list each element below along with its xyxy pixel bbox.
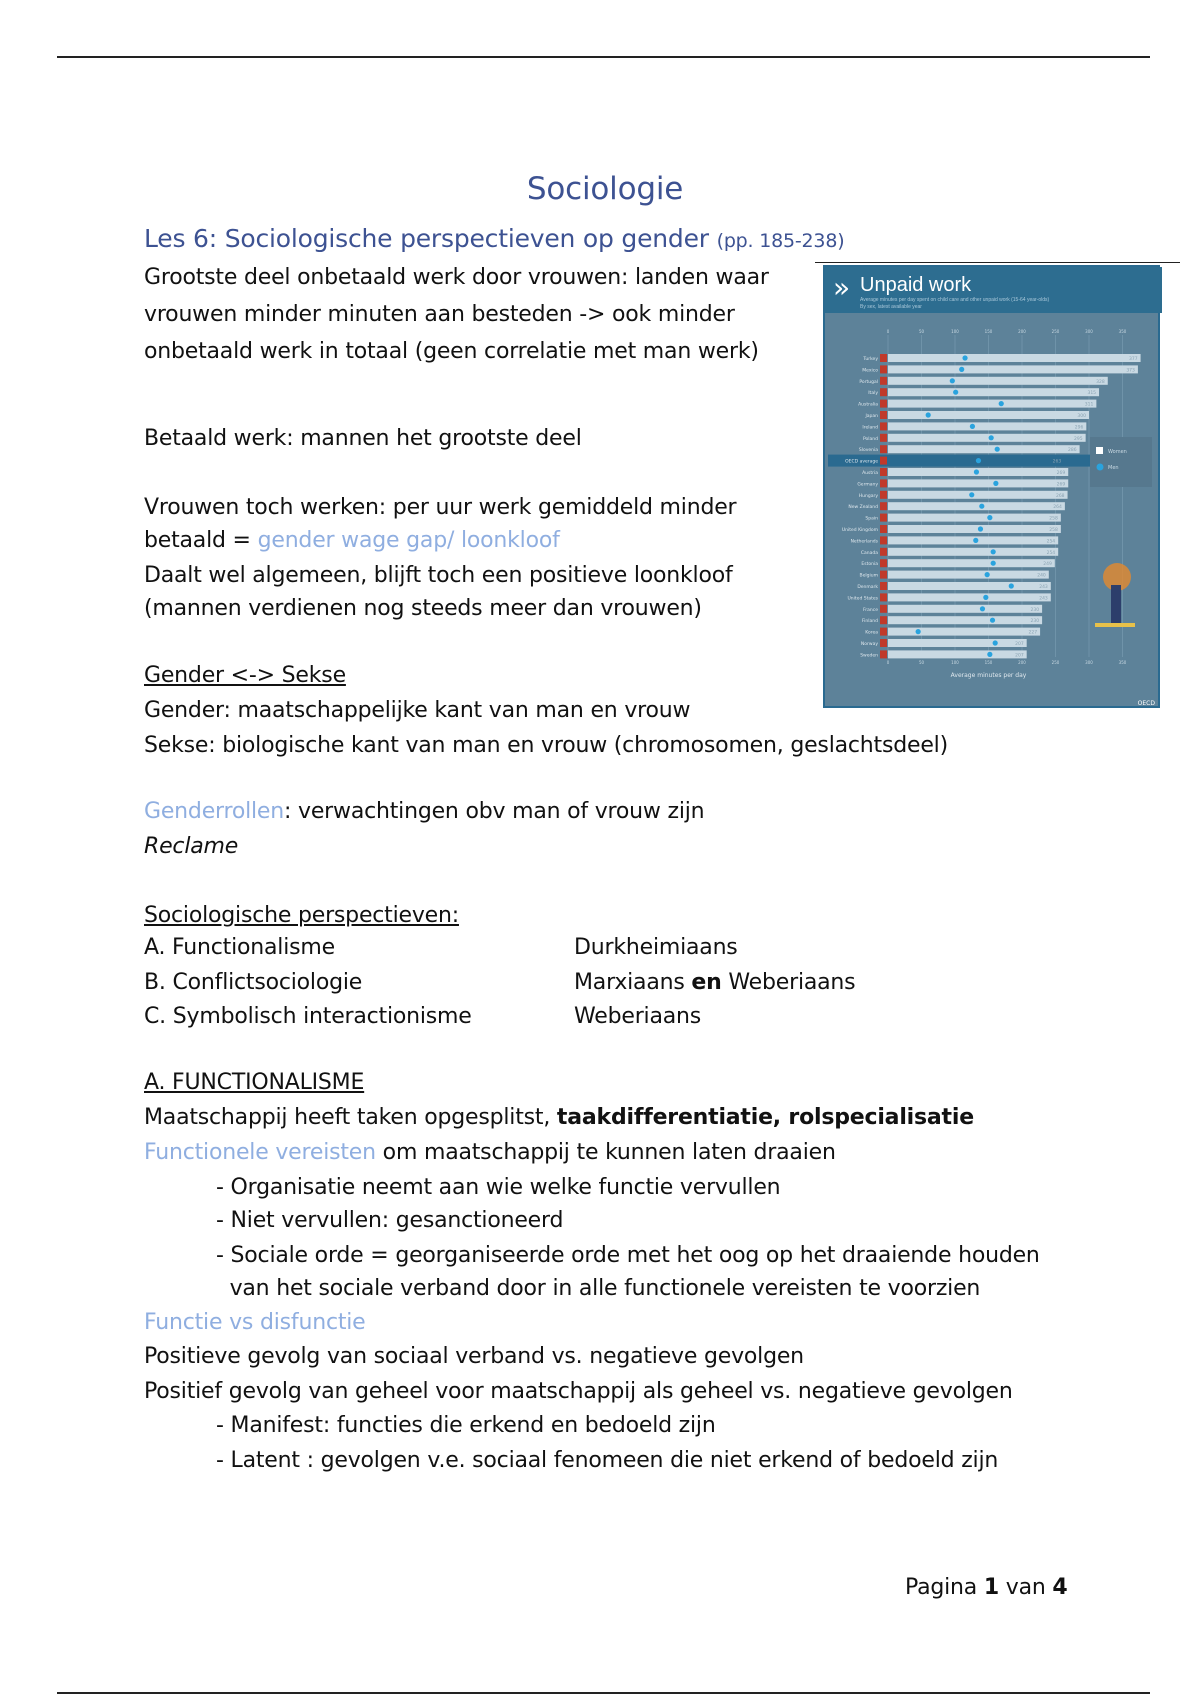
paragraph-line: Reclame bbox=[144, 834, 239, 859]
unpaid-work-chart-image bbox=[823, 265, 1160, 708]
country-flag-icon bbox=[880, 593, 887, 601]
chart-tick-label: 150 bbox=[984, 660, 993, 665]
chart-bar-value: 243 bbox=[1039, 585, 1048, 590]
chart-bar-women bbox=[888, 616, 1042, 624]
chart-tick-label: 0 bbox=[886, 660, 890, 665]
chart-bar-value: 258 bbox=[1049, 516, 1058, 522]
chart-category-label: United States bbox=[847, 596, 878, 602]
heading-rule bbox=[815, 262, 1180, 263]
chart-bar-value: 286 bbox=[1068, 448, 1077, 454]
text: : verwachtingen obv man of vrouw zijn bbox=[284, 799, 705, 824]
chart-dot-men bbox=[991, 549, 996, 554]
paragraph-line: Positieve gevolg van sociaal verband vs. negatieve gevolgen bbox=[144, 1344, 804, 1369]
page-total: 4 bbox=[1052, 1575, 1068, 1600]
chart-tick-label: 250 bbox=[1051, 329, 1060, 334]
chart-tick-label: 50 bbox=[918, 660, 925, 665]
country-flag-icon bbox=[880, 605, 887, 613]
lesson-heading bbox=[144, 224, 844, 256]
chart-tick-label: 150 bbox=[984, 329, 993, 334]
text: Pagina bbox=[905, 1575, 984, 1600]
text: Maatschappij heeft taken opgesplitst, bbox=[144, 1105, 557, 1130]
chart-category-label: Hungary bbox=[858, 493, 878, 499]
chart-bar-women bbox=[888, 400, 1096, 408]
chart-category-label: Estonia bbox=[861, 562, 878, 568]
chart-x-label: Average minutes per day bbox=[950, 672, 1027, 679]
chart-dot-men bbox=[989, 435, 994, 440]
chart-tick-label: 300 bbox=[1085, 660, 1093, 665]
chart-category-label: Poland bbox=[862, 436, 878, 442]
chart-category-label: Belgium bbox=[859, 573, 878, 579]
chart-tick-label: 350 bbox=[1118, 660, 1127, 665]
chart-bar-women bbox=[888, 377, 1108, 385]
chart-category-label: Mexico bbox=[862, 368, 878, 374]
chart-dot-men bbox=[950, 378, 955, 383]
chart-bar-value: 230 bbox=[1030, 619, 1040, 625]
chart-category-label: Austria bbox=[862, 471, 878, 476]
paragraph-line bbox=[144, 797, 704, 827]
chart-bar-value: 315 bbox=[1087, 391, 1097, 397]
text: Functie bbox=[144, 1310, 223, 1335]
chart-tick-label: 200 bbox=[1018, 660, 1026, 665]
legend-label-women: Women bbox=[1108, 449, 1127, 455]
chart-bar-value: 373 bbox=[1126, 368, 1135, 374]
chart-category-label: France bbox=[863, 607, 878, 613]
chart-dot-men bbox=[926, 412, 931, 417]
illustration-base bbox=[1095, 623, 1135, 627]
chart-subtitle-2: By sex, latest available year bbox=[860, 304, 922, 310]
chart-bar-women bbox=[888, 445, 1080, 453]
paragraph-line: Positief gevolg van geheel voor maatschappij als geheel vs. negatieve gevolgen bbox=[144, 1379, 1013, 1404]
paragraph-line: vrouwen minder minuten aan besteden -> ook minder bbox=[144, 302, 735, 327]
country-flag-icon bbox=[880, 468, 887, 476]
country-flag-icon bbox=[880, 548, 887, 556]
chart-category-label: Italy bbox=[868, 391, 878, 397]
chart-dot-men bbox=[959, 367, 964, 372]
chart-source-logo: OECD bbox=[1137, 700, 1155, 707]
text: en bbox=[691, 970, 722, 995]
page-title: Sociologie bbox=[526, 171, 684, 207]
paragraph-line: Vrouwen toch werken: per uur werk gemiddeld minder bbox=[144, 495, 737, 520]
country-flag-icon bbox=[880, 457, 887, 465]
section-heading-perspectives: Sociologische perspectieven: bbox=[144, 903, 459, 928]
chart-category-label: United Kingdom bbox=[841, 528, 878, 533]
bullet-item: van het sociale verband door in alle functionele vereisten te voorzien bbox=[216, 1276, 981, 1301]
country-flag-icon bbox=[880, 639, 887, 647]
term-genderrollen: Genderrollen bbox=[144, 799, 285, 824]
chart-bar-women bbox=[888, 514, 1061, 522]
chart-dot-men bbox=[953, 390, 958, 395]
bullet-item: - Organisatie neemt aan wie welke functie vervullen bbox=[216, 1175, 781, 1200]
chart-bar-women bbox=[888, 434, 1086, 442]
chart-bar-value: 230 bbox=[1030, 607, 1040, 613]
chart-category-label: Ireland bbox=[862, 425, 878, 431]
country-flag-icon bbox=[880, 445, 887, 453]
country-flag-icon bbox=[880, 616, 887, 624]
paragraph-line: Grootste deel onbetaald werk door vrouwen: landen waar bbox=[144, 265, 769, 290]
country-flag-icon bbox=[880, 400, 887, 408]
term-functionele-vereisten: Functionele vereisten bbox=[144, 1140, 376, 1165]
chart-tick-label: 100 bbox=[951, 329, 959, 334]
chart-dot-men bbox=[979, 504, 984, 509]
paragraph-line bbox=[144, 1138, 836, 1168]
chart-category-label: Denmark bbox=[857, 585, 878, 590]
chart-category-label: Spain bbox=[865, 516, 878, 522]
legend-swatch-women bbox=[1096, 447, 1103, 454]
chart-dot-men bbox=[987, 652, 992, 657]
paragraph-line: Betaald werk: mannen het grootste deel bbox=[144, 426, 582, 451]
chart-bar-women bbox=[888, 548, 1058, 556]
chart-category-label: Germany bbox=[857, 482, 878, 488]
text: taakdifferentiatie, rolspecialisatie bbox=[556, 1105, 974, 1130]
chart-bar-women bbox=[888, 559, 1055, 567]
top-rule bbox=[57, 56, 1150, 58]
chart-dot-men bbox=[999, 401, 1004, 406]
legend-label-men: Men bbox=[1108, 465, 1119, 471]
chart-tick-label: 300 bbox=[1085, 329, 1093, 334]
page-number: 1 bbox=[983, 1575, 999, 1600]
term-wage-gap: gender wage gap/ loonkloof bbox=[257, 528, 560, 553]
chart-title: Unpaid work bbox=[860, 274, 972, 296]
paragraph-line: onbetaald werk in totaal (geen correlatie met man werk) bbox=[144, 339, 759, 364]
country-flag-icon bbox=[880, 559, 887, 567]
chart-dot-men bbox=[993, 481, 998, 486]
chart-bar-women bbox=[888, 582, 1051, 590]
country-flag-icon bbox=[880, 536, 887, 544]
chart-tick-label: 100 bbox=[951, 660, 959, 665]
chart-category-label: Finland bbox=[861, 619, 878, 625]
country-flag-icon bbox=[880, 422, 887, 430]
chart-bar-value: 264 bbox=[1053, 505, 1062, 511]
chart-bar-women bbox=[888, 491, 1068, 499]
chart-bar-women bbox=[888, 479, 1068, 487]
chart-dot-men bbox=[970, 424, 975, 429]
paragraph-line: Daalt wel algemeen, blijft toch een positieve loonkloof bbox=[144, 563, 733, 588]
chart-bar-value: 254 bbox=[1046, 550, 1056, 556]
term-functie-disfunctie bbox=[144, 1308, 366, 1338]
bullet-item: - Manifest: functies die erkend en bedoeld zijn bbox=[216, 1413, 716, 1438]
chart-bar-women bbox=[888, 388, 1099, 396]
chart-bar-value: 243 bbox=[1039, 596, 1048, 602]
lesson-title: Les 6: Sociologische perspectieven op gender bbox=[144, 224, 709, 253]
illustration-figure bbox=[1111, 585, 1121, 625]
text: Marxiaans bbox=[574, 970, 692, 995]
bullet-item: - Sociale orde = georganiseerde orde met het oog op het draaiende houden bbox=[216, 1243, 1040, 1268]
chart-bar-value: 296 bbox=[1074, 425, 1084, 431]
chart-dot-men bbox=[969, 492, 974, 497]
country-flag-icon bbox=[880, 650, 887, 658]
chart-svg bbox=[825, 267, 1162, 710]
chart-bar-value: 254 bbox=[1046, 539, 1056, 545]
chart-bar-value: 311 bbox=[1084, 402, 1094, 408]
chart-category-label: Netherlands bbox=[850, 539, 878, 545]
country-flag-icon bbox=[880, 491, 887, 499]
chart-subtitle: Average minutes per day spent on child care and other unpaid work (15-64 year-olds) bbox=[860, 297, 1050, 303]
bottom-rule bbox=[57, 1692, 1150, 1694]
perspective-name: A. Functionalisme bbox=[144, 935, 335, 960]
chart-dot-men bbox=[978, 526, 983, 531]
chart-category-label: New Zealand bbox=[848, 505, 878, 511]
chart-category-label: Slovenia bbox=[858, 448, 878, 454]
chart-category-label: Australia bbox=[858, 402, 878, 408]
page-footer bbox=[905, 1573, 1068, 1603]
chart-dot-men bbox=[973, 538, 978, 543]
country-flag-icon bbox=[880, 582, 887, 590]
chart-tick-label: 200 bbox=[1018, 329, 1026, 334]
chart-bar-women bbox=[888, 525, 1061, 533]
chart-dot-men bbox=[983, 595, 988, 600]
chart-bar-value: 258 bbox=[1049, 528, 1058, 533]
chart-dot-men bbox=[985, 572, 990, 577]
country-flag-icon bbox=[880, 388, 887, 396]
chart-bar-value: 240 bbox=[1037, 573, 1046, 579]
bullet-item: - Niet vervullen: gesanctioneerd bbox=[216, 1208, 564, 1233]
text: vs disfunctie bbox=[222, 1310, 366, 1335]
section-heading-gender: Gender <-> Sekse bbox=[144, 663, 346, 688]
chart-dot-men bbox=[991, 561, 996, 566]
perspective-tradition: Weberiaans bbox=[574, 1004, 702, 1029]
chart-bar-women bbox=[888, 593, 1051, 601]
paragraph-line: Gender: maatschappelijke kant van man en vrouw bbox=[144, 698, 691, 723]
country-flag-icon bbox=[880, 514, 887, 522]
chart-logo-icon: » bbox=[833, 271, 851, 304]
chart-category-label: Turkey bbox=[863, 357, 878, 362]
perspective-name: C. Symbolisch interactionisme bbox=[144, 1004, 472, 1029]
legend-swatch-men bbox=[1097, 464, 1104, 471]
perspective-tradition: Durkheimiaans bbox=[574, 935, 738, 960]
country-flag-icon bbox=[880, 525, 887, 533]
chart-dot-men bbox=[980, 606, 985, 611]
paragraph-line: (mannen verdienen nog steeds meer dan vrouwen) bbox=[144, 596, 702, 621]
chart-bar-women bbox=[888, 650, 1027, 658]
chart-dot-men bbox=[993, 640, 998, 645]
perspective-tradition bbox=[574, 968, 855, 998]
country-flag-icon bbox=[880, 411, 887, 419]
country-flag-icon bbox=[880, 434, 887, 442]
chart-bar-value: 263 bbox=[1052, 459, 1062, 465]
chart-tick-label: 0 bbox=[886, 329, 890, 334]
lesson-pages: (pp. 185-238) bbox=[716, 230, 845, 252]
chart-bar-women bbox=[888, 536, 1058, 544]
chart-bar-value: 269 bbox=[1056, 471, 1066, 476]
chart-dot-men bbox=[974, 469, 979, 474]
country-flag-icon bbox=[880, 365, 887, 373]
country-flag-icon bbox=[880, 628, 887, 636]
chart-dot-men bbox=[1009, 583, 1014, 588]
chart-bar-value: 227 bbox=[1028, 630, 1038, 636]
chart-category-label: Korea bbox=[865, 630, 878, 636]
chart-bar-women bbox=[888, 422, 1086, 430]
country-flag-icon bbox=[880, 354, 887, 362]
chart-dot-men bbox=[962, 355, 967, 360]
chart-bar-women bbox=[888, 571, 1049, 579]
chart-bar-women bbox=[888, 411, 1089, 419]
chart-dot-men bbox=[976, 458, 981, 463]
chart-tick-label: 250 bbox=[1051, 660, 1060, 665]
chart-tick-label: 350 bbox=[1118, 329, 1127, 334]
chart-bar-women bbox=[888, 502, 1065, 510]
chart-bar-value: 300 bbox=[1077, 414, 1086, 419]
bullet-item: - Latent : gevolgen v.e. sociaal fenomeen die niet erkend of bedoeld zijn bbox=[216, 1448, 999, 1473]
text: betaald = bbox=[144, 528, 258, 553]
text: om maatschappij te kunnen laten draaien bbox=[375, 1140, 836, 1165]
chart-tick-label: 50 bbox=[918, 329, 925, 334]
text: Weberiaans bbox=[721, 970, 856, 995]
chart-bar-women bbox=[888, 628, 1040, 636]
chart-dot-men bbox=[916, 629, 921, 634]
chart-bar-women bbox=[888, 354, 1141, 362]
chart-dot-men bbox=[987, 515, 992, 520]
chart-bar-value: 269 bbox=[1056, 482, 1066, 488]
country-flag-icon bbox=[880, 571, 887, 579]
chart-dot-men bbox=[990, 618, 995, 623]
country-flag-icon bbox=[880, 502, 887, 510]
paragraph-line: Sekse: biologische kant van man en vrouw (chromosomen, geslachtsdeel) bbox=[144, 733, 948, 758]
perspective-name: B. Conflictsociologie bbox=[144, 970, 363, 995]
chart-bar-value: 268 bbox=[1055, 493, 1065, 499]
country-flag-icon bbox=[880, 479, 887, 487]
paragraph-line bbox=[144, 526, 560, 556]
chart-bar-women bbox=[888, 365, 1138, 373]
chart-category-label: Sweden bbox=[860, 653, 878, 659]
chart-bar-women bbox=[888, 639, 1027, 647]
chart-bar-value: 207 bbox=[1015, 642, 1024, 647]
chart-bar-value: 328 bbox=[1096, 379, 1105, 385]
section-heading-functionalism: A. FUNCTIONALISME bbox=[144, 1070, 365, 1095]
chart-category-label: Norway bbox=[860, 642, 878, 647]
chart-bar-women bbox=[888, 605, 1042, 613]
chart-category-label: Portugal bbox=[859, 379, 878, 385]
chart-bar-value: 377 bbox=[1128, 357, 1138, 362]
chart-category-label: OECD average bbox=[845, 459, 878, 465]
chart-legend bbox=[1090, 437, 1152, 487]
paragraph-line bbox=[144, 1103, 974, 1133]
chart-category-label: Japan bbox=[865, 414, 878, 419]
text: van bbox=[998, 1575, 1053, 1600]
chart-category-label: Canada bbox=[860, 550, 878, 556]
chart-bar-value: 295 bbox=[1074, 436, 1083, 442]
country-flag-icon bbox=[880, 377, 887, 385]
chart-bar-value: 207 bbox=[1015, 653, 1024, 659]
chart-bar-value: 249 bbox=[1043, 562, 1052, 568]
chart-dot-men bbox=[995, 447, 1000, 452]
